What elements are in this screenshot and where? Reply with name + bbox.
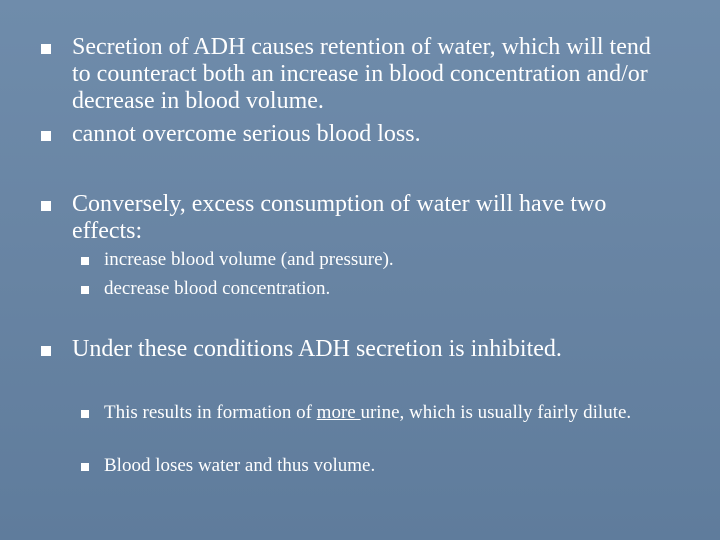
bullet-3-sub-1-text: increase blood volume (and pressure). bbox=[104, 249, 394, 270]
bullet-4-text: Under these conditions ADH secretion is inhibited. bbox=[72, 336, 562, 362]
square-bullet-icon bbox=[81, 257, 89, 265]
bullet-4-sub-1-text bbox=[104, 402, 664, 424]
bullet-2-text: cannot overcome serious blood loss. bbox=[72, 121, 421, 147]
square-bullet-icon bbox=[41, 131, 51, 141]
square-bullet-icon bbox=[41, 201, 51, 211]
square-bullet-icon bbox=[41, 44, 51, 54]
bullet-1-text: Secretion of ADH causes retention of water, which will tend to counteract both an increase in blood concentration and/or decrease in blood volume. bbox=[72, 34, 651, 114]
bullet-4-sub-2-text: Blood loses water and thus volume. bbox=[104, 455, 376, 476]
bullet-3-text: Conversely, excess consumption of water will have two effects: bbox=[72, 191, 607, 244]
square-bullet-icon bbox=[81, 463, 89, 471]
square-bullet-icon bbox=[41, 346, 51, 356]
square-bullet-icon bbox=[81, 410, 89, 418]
bullet-3-sub-2-text: decrease blood concentration. bbox=[104, 278, 331, 299]
bullet-4-sub-1-pre: This results in formation of bbox=[104, 402, 317, 423]
underlined-more: more bbox=[316, 402, 361, 423]
bullet-4-sub-1-post: urine, which is usually fairly dilute. bbox=[360, 402, 632, 423]
square-bullet-icon bbox=[81, 286, 89, 294]
